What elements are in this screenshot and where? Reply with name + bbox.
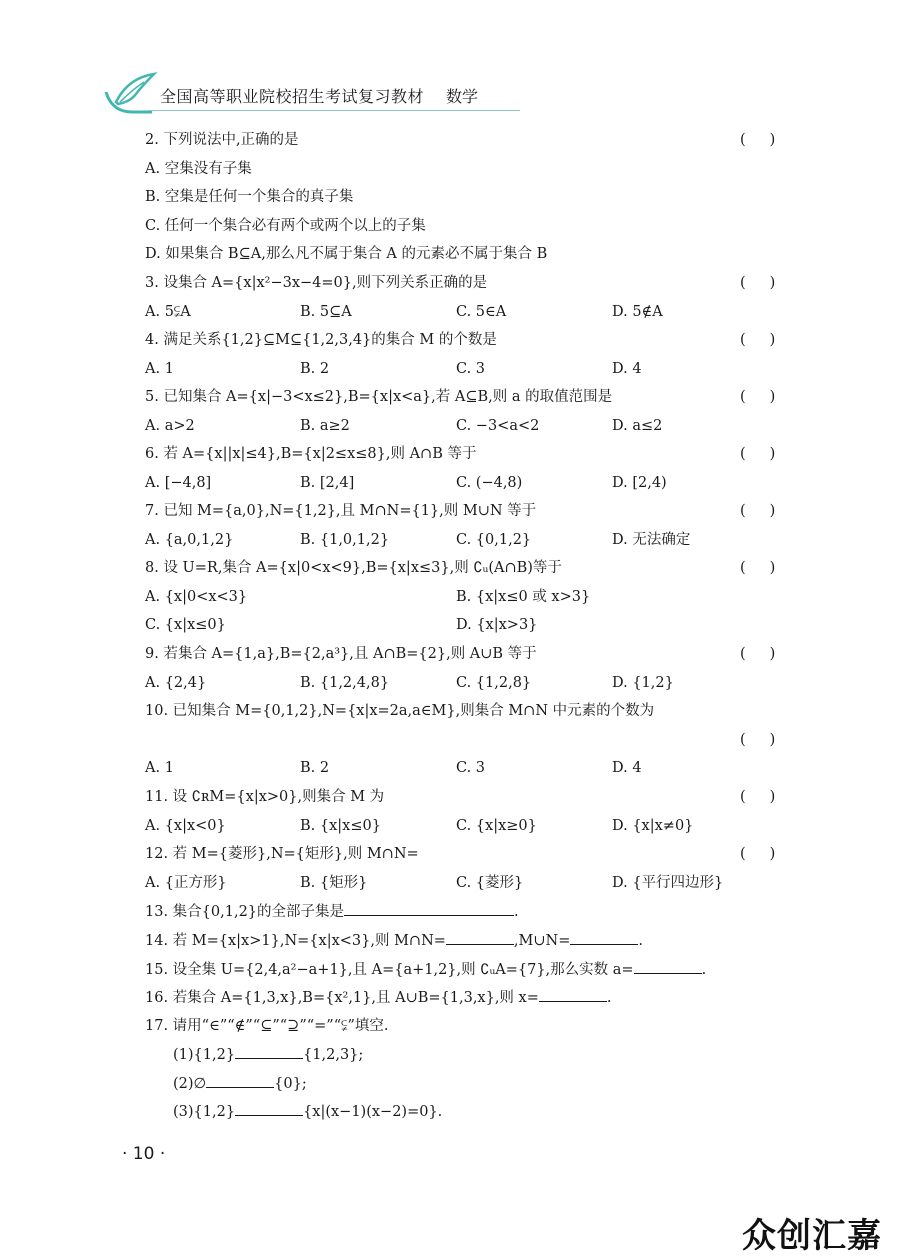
- q9-option-c: C. {1,2,8}: [456, 675, 532, 691]
- q8-option-a: A. {x|0<x<3}: [145, 589, 248, 605]
- watermark-logo: 众创汇嘉: [742, 1216, 882, 1256]
- q17-sub2-right: {0};: [274, 1076, 307, 1092]
- q8-option-b: B. {x|x≤0 或 x>3}: [456, 589, 591, 605]
- q7-stem: 7. 已知 M={a,0},N={1,2},且 M∩N={1},则 M∪N 等于: [145, 503, 537, 519]
- q5-option-c: C. −3<a<2: [456, 418, 540, 434]
- q5-answer-paren: (): [740, 389, 800, 405]
- q17-sub3: [173, 1101, 442, 1122]
- q11-stem: 11. 设 ∁ʀM={x|x>0},则集合 M 为: [145, 789, 385, 805]
- q6-option-b: B. [2,4]: [300, 475, 355, 491]
- q4-option-d: D. 4: [612, 361, 642, 377]
- q14-part1: 14. 若 M={x|x>1},N={x|x<3},则 M∩N=: [145, 933, 446, 949]
- q11-option-a: A. {x|x<0}: [145, 818, 226, 834]
- q10-option-d: D. 4: [612, 760, 642, 776]
- q17-stem: 17. 请用“∈”“∉”“⊆”“⊇”“=”“⫋”填空.: [145, 1018, 389, 1034]
- q2-answer-paren: (): [740, 132, 800, 148]
- book-subject: 数学: [446, 87, 479, 106]
- q10-option-b: B. 2: [300, 760, 330, 776]
- book-title: 全国高等职业院校招生考试复习教材: [160, 87, 425, 106]
- q4-option-c: C. 3: [456, 361, 486, 377]
- q9-option-a: A. {2,4}: [145, 675, 207, 691]
- q12-stem: 12. 若 M={菱形},N={矩形},则 M∩N=: [145, 846, 419, 862]
- q16-part1: 16. 若集合 A={1,3,x},B={x²,1},且 A∪B={1,3,x},则 x=: [145, 990, 539, 1006]
- q7-option-c: C. {0,1,2}: [456, 532, 532, 548]
- q11-option-d: D. {x|x≠0}: [612, 818, 694, 834]
- q3-option-c: C. 5∈A: [456, 304, 507, 320]
- q10-option-c: C. 3: [456, 760, 486, 776]
- q5-option-a: A. a>2: [145, 418, 195, 434]
- q12-option-d: D. {平行四边形}: [612, 875, 724, 891]
- q17-sub1-blank[interactable]: [235, 1044, 303, 1059]
- q10-stem: 10. 已知集合 M={0,1,2},N={x|x=2a,a∈M},则集合 M∩N 中元素的个数为: [145, 703, 655, 719]
- q17-sub2: [173, 1073, 307, 1094]
- q9-option-d: D. {1,2}: [612, 675, 674, 691]
- q16-end: .: [606, 990, 612, 1006]
- q8-option-c: C. {x|x≤0}: [145, 617, 226, 633]
- q2-stem: 2. 下列说法中,正确的是: [145, 132, 299, 148]
- q17-sub1-right: {1,2,3};: [303, 1047, 364, 1063]
- q2-option-d: D. 如果集合 B⊆A,那么凡不属于集合 A 的元素必不属于集合 B: [145, 246, 548, 262]
- q10-answer-paren: (): [740, 732, 800, 748]
- q4-option-a: A. 1: [145, 361, 174, 377]
- q7-option-b: B. {1,0,1,2}: [300, 532, 390, 548]
- q13-answer-blank[interactable]: [344, 901, 514, 916]
- q6-stem: 6. 若 A={x||x|≤4},B={x|2≤x≤8},则 A∩B 等于: [145, 446, 477, 462]
- q3-option-a: A. 5⫋A: [145, 304, 191, 320]
- q2-option-b: B. 空集是任何一个集合的真子集: [145, 189, 354, 205]
- q6-answer-paren: (): [740, 446, 800, 462]
- q17-sub1-left: (1){1,2}: [173, 1047, 236, 1063]
- q17-sub3-left: (3){1,2}: [173, 1104, 236, 1120]
- q8-stem: 8. 设 U=R,集合 A={x|0<x<9},B={x|x≤3},则 ∁ᵤ(A∩B)等于: [145, 560, 562, 576]
- q3-option-b: B. 5⊆A: [300, 304, 352, 320]
- q8-option-d: D. {x|x>3}: [456, 617, 538, 633]
- q13-line: [145, 901, 519, 922]
- q11-option-b: B. {x|x≤0}: [300, 818, 381, 834]
- page-number: · 10 ·: [122, 1144, 166, 1164]
- q6-option-a: A. [−4,8]: [145, 475, 212, 491]
- q3-stem: 3. 设集合 A={x|x²−3x−4=0},则下列关系正确的是: [145, 275, 488, 291]
- q11-option-c: C. {x|x≥0}: [456, 818, 537, 834]
- q7-option-a: A. {a,0,1,2}: [145, 532, 234, 548]
- quill-logo-icon: [102, 72, 162, 118]
- page-header: [102, 72, 522, 118]
- q2-option-c: C. 任何一个集合必有两个或两个以上的子集: [145, 218, 426, 234]
- q14-line: [145, 930, 643, 951]
- q17-sub2-blank[interactable]: [206, 1073, 274, 1088]
- q9-option-b: B. {1,2,4,8}: [300, 675, 390, 691]
- q15-part1: 15. 设全集 U={2,4,a²−a+1},且 A={a+1,2},则 ∁ᵤA={7},那么实数 a=: [145, 962, 634, 978]
- q9-stem: 9. 若集合 A={1,a},B={2,a³},且 A∩B={2},则 A∪B 等于: [145, 646, 537, 662]
- q17-sub1: [173, 1044, 363, 1065]
- q16-line: [145, 987, 611, 1008]
- q14-part2: ,M∪N=: [513, 933, 571, 949]
- q6-option-c: C. (−4,8): [456, 475, 523, 491]
- q9-answer-paren: (): [740, 646, 800, 662]
- q5-option-b: B. a≥2: [300, 418, 350, 434]
- q12-option-a: A. {正方形}: [145, 875, 227, 891]
- q4-answer-paren: (): [740, 332, 800, 348]
- q5-option-d: D. a≤2: [612, 418, 663, 434]
- q4-stem: 4. 满足关系{1,2}⊆M⊆{1,2,3,4}的集合 M 的个数是: [145, 332, 497, 348]
- q15-end: .: [701, 962, 707, 978]
- q14-union-blank[interactable]: [570, 930, 638, 945]
- q13-stem: 13. 集合{0,1,2}的全部子集是: [145, 904, 345, 920]
- q6-option-d: D. [2,4): [612, 475, 667, 491]
- q11-answer-paren: (): [740, 789, 800, 805]
- q3-answer-paren: (): [740, 275, 800, 291]
- q12-option-c: C. {菱形}: [456, 875, 524, 891]
- q5-stem: 5. 已知集合 A={x|−3<x≤2},B={x|x<a},若 A⊆B,则 a 的取值范围是: [145, 389, 613, 405]
- q17-sub2-left: (2)∅: [173, 1076, 207, 1092]
- q2-option-a: A. 空集没有子集: [145, 161, 252, 177]
- q15-line: [145, 959, 706, 980]
- q16-answer-blank[interactable]: [539, 987, 607, 1002]
- q15-answer-blank[interactable]: [634, 959, 702, 974]
- header-rule: [148, 110, 520, 111]
- q17-sub3-blank[interactable]: [235, 1101, 303, 1116]
- q13-end: .: [514, 904, 519, 920]
- q14-end: .: [638, 933, 643, 949]
- q8-answer-paren: (): [740, 560, 800, 576]
- q4-option-b: B. 2: [300, 361, 330, 377]
- q7-option-d: D. 无法确定: [612, 532, 691, 548]
- q17-sub3-right: {x|(x−1)(x−2)=0}.: [303, 1104, 443, 1120]
- q7-answer-paren: (): [740, 503, 800, 519]
- q12-answer-paren: (): [740, 846, 800, 862]
- q12-option-b: B. {矩形}: [300, 875, 368, 891]
- q14-intersection-blank[interactable]: [446, 930, 514, 945]
- q3-option-d: D. 5∉A: [612, 304, 663, 320]
- q10-option-a: A. 1: [145, 760, 174, 776]
